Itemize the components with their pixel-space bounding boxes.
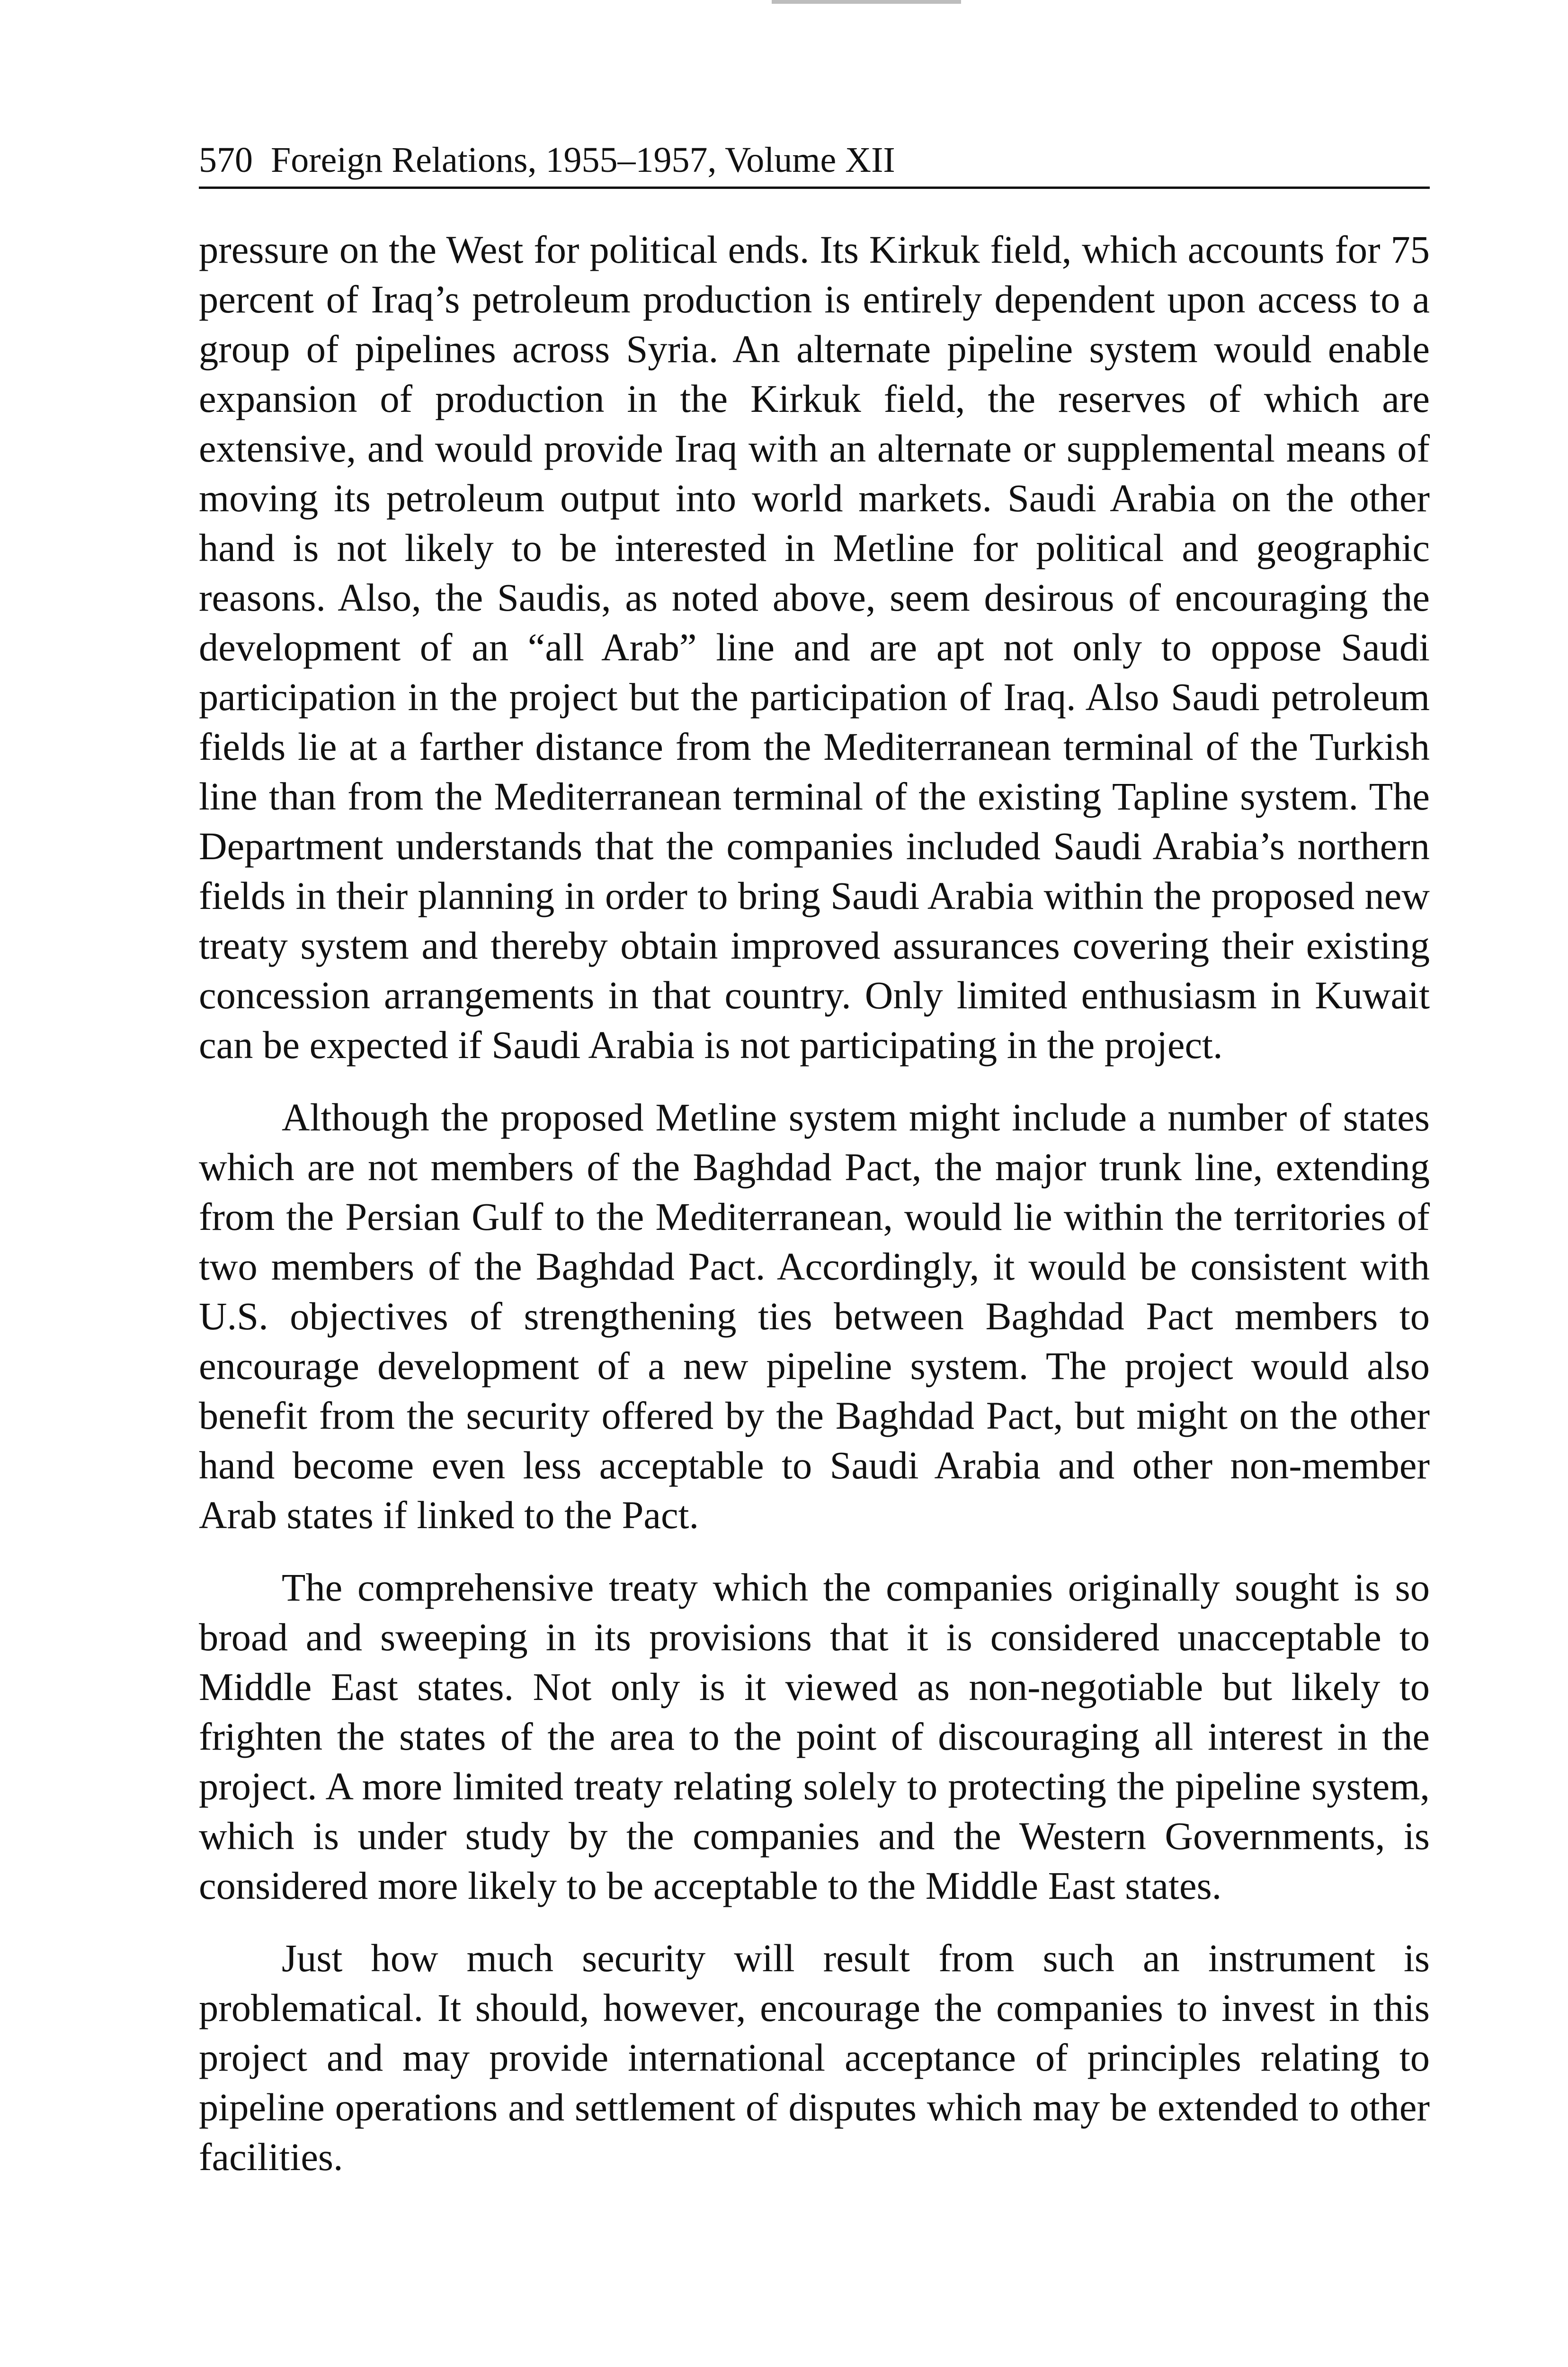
document-page — [199, 142, 1430, 2182]
running-head-title: Foreign Relations, 1955–1957, Volume XII — [271, 140, 895, 180]
body-text — [199, 225, 1430, 2182]
paragraph-comprehensive-treaty: The comprehensive treaty which the companies originally sought is so broad and sweeping in its provisions that it is considered unacceptable to Middle East states. Not only is it viewed as non-negotiable but likely to frighten the states of the area to the point of discouraging all interest in the project. A more limited treaty relating solely to protecting the pipeline system, which is under study by the companies and the Western Governments, is considered more likely to be acceptable to the Middle East states. — [199, 1566, 1430, 1907]
paragraph-baghdad-pact: Although the proposed Metline system might include a number of states which are not members of the Baghdad Pact, the major trunk line, extending from the Persian Gulf to the Mediterranean, would lie within the territories of two members of the Baghdad Pact. Accordingly, it would be consistent with U.S. objectives of strengthening ties between Baghdad Pact members to encourage development of a new pipeline system. The project would also benefit from the security offered by the Baghdad Pact, but might on the other hand become even less acceptable to Saudi Arabia and other non-member Arab states if linked to the Pact. — [199, 1095, 1430, 1537]
paragraph-security-instrument: Just how much security will result from such an instrument is problematical. It should, however, encourage the companies to invest in this project and may provide international acceptance of principles relating to pipeline operations and settlement of disputes which may be extended to other facilities. — [199, 1936, 1430, 2179]
running-head — [199, 142, 1430, 189]
paragraph-continued: pressure on the West for political ends. Its Kirkuk field, which accounts for 75 percent of Iraq’s petroleum production is entirely dependent upon access to a group of pipelines across Syria. An alternate pipeline system would enable expansion of production in the Kirkuk field, the reserves of which are extensive, and would provide Iraq with an alternate or supplemental means of moving its petroleum output into world markets. Saudi Arabia on the other hand is not likely to be interested in Metline for political and geographic reasons. Also, the Saudis, as noted above, seem desirous of encouraging the development of an “all Arab” line and are apt not only to oppose Saudi participation in the project but the participation of Iraq. Also Saudi petroleum fields lie at a farther distance from the Mediterranean terminal of the Turkish line than from the Mediterranean terminal of the existing Tapline system. The Department understands that the companies included Saudi Arabia’s northern fields in their planning in order to bring Saudi Arabia within the proposed new treaty system and thereby obtain improved assurances covering their existing concession arrangements in that country. Only limited enthusiasm in Kuwait can be expected if Saudi Arabia is not participating in the project. — [199, 228, 1430, 1067]
page-number: 570 — [199, 140, 253, 180]
scan-edge-mark — [772, 0, 961, 4]
